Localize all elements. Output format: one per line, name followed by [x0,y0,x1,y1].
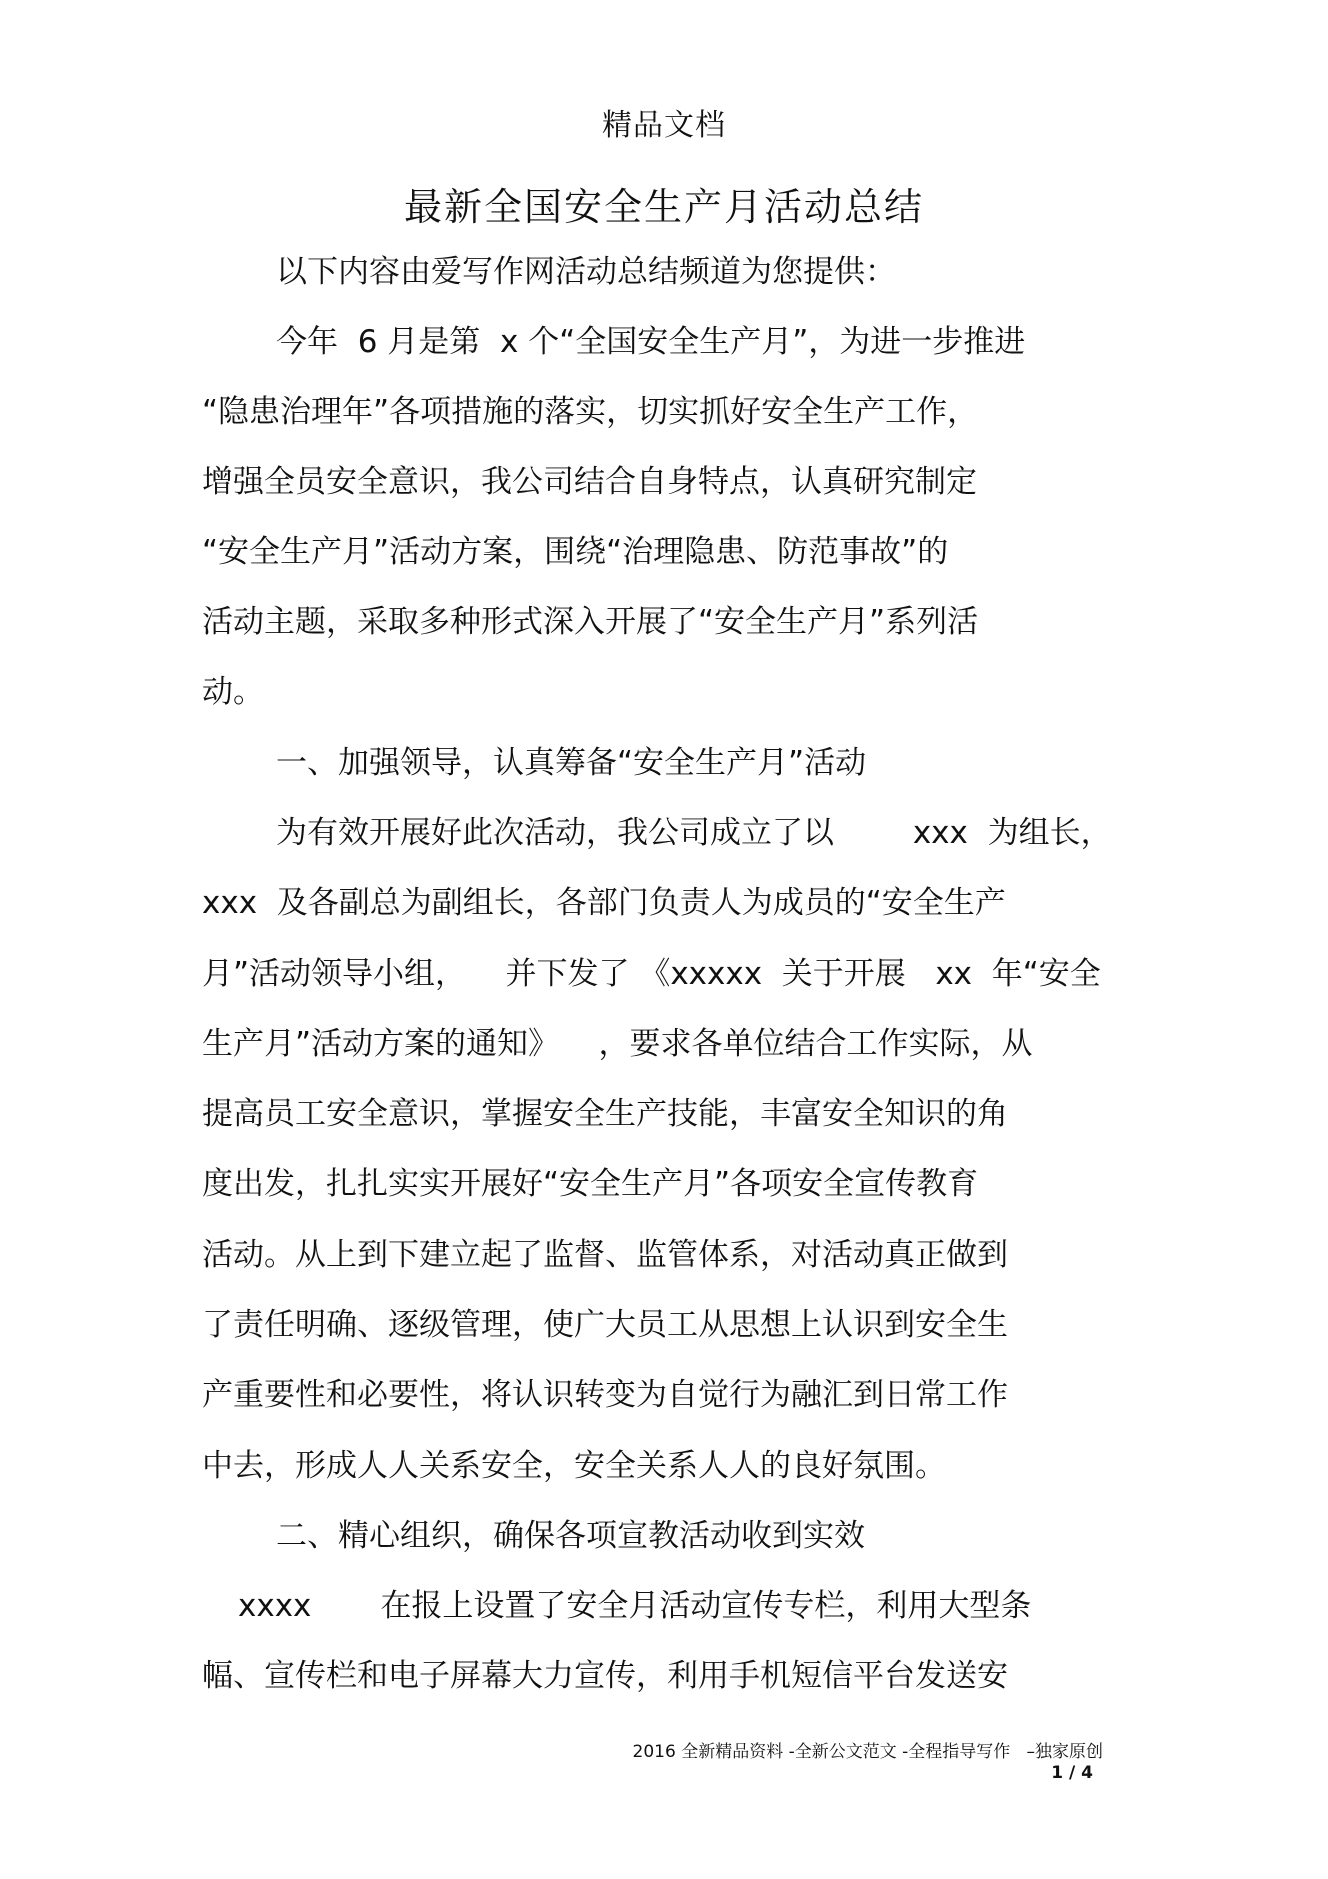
page-number: 1 / 4 [1051,1763,1093,1783]
paragraph-line: 度出发，扎扎实实开展好“安全生产月”各项安全宣传教育 [202,1166,979,1202]
doc-title: 最新全国安全生产月活动总结 [403,185,924,229]
doc-header: 精品文档 [602,108,726,143]
paragraph-line: 中去，形成人人关系安全，安全关系人人的良好氛围。 [202,1448,946,1484]
paragraph-line: 提高员工安全意识，掌握安全生产技能，丰富安全知识的角 [202,1096,1008,1132]
doc-footer: 2016 全新精品资料 -全新公文范文 -全程指导写作 –独家原创 [632,1742,1103,1762]
paragraph-line: 活动主题，采取多种形式深入开展了“安全生产月”系列活 [202,604,979,640]
paragraph-line: xxx 及各副总为副组长，各部门负责人为成员的“安全生产 [202,885,1006,921]
paragraph-line: 动。 [202,674,264,710]
section-heading: 一、加强领导，认真筹备“安全生产月”活动 [276,745,867,781]
paragraph-line: 月”活动领导小组， 并下发了 《xxxxx 关于开展 xx 年“安全 [202,956,1101,992]
paragraph-line: 今年 6 月是第 x 个“全国安全生产月”，为进一步推进 [276,324,1026,360]
paragraph-line: 为有效开展好此次活动，我公司成立了以 xxx 为组长， [276,815,1112,851]
paragraph-line: 幅、宣传栏和电子屏幕大力宣传，利用手机短信平台发送安 [202,1658,1008,1694]
paragraph-line: “安全生产月”活动方案，围绕“治理隐患、防范事故”的 [202,534,949,570]
paragraph-line: 活动。从上到下建立起了监督、监管体系，对活动真正做到 [202,1237,1008,1273]
paragraph-line: “隐患治理年”各项措施的落实，切实抓好安全生产工作， [202,394,979,430]
paragraph-line: 以下内容由爱写作网活动总结频道为您提供： [276,254,896,290]
section-heading: 二、精心组织，确保各项宣教活动收到实效 [276,1518,865,1554]
paragraph-line: 增强全员安全意识，我公司结合自身特点，认真研究制定 [202,464,977,500]
paragraph-line: 产重要性和必要性，将认识转变为自觉行为融汇到日常工作 [202,1377,1008,1413]
paragraph-line: xxxx 在报上设置了安全月活动宣传专栏，利用大型条 [238,1588,1032,1624]
paragraph-line: 生产月”活动方案的通知》 ，要求各单位结合工作实际，从 [202,1026,1033,1062]
paragraph-line: 了责任明确、逐级管理，使广大员工从思想上认识到安全生 [202,1307,1008,1343]
